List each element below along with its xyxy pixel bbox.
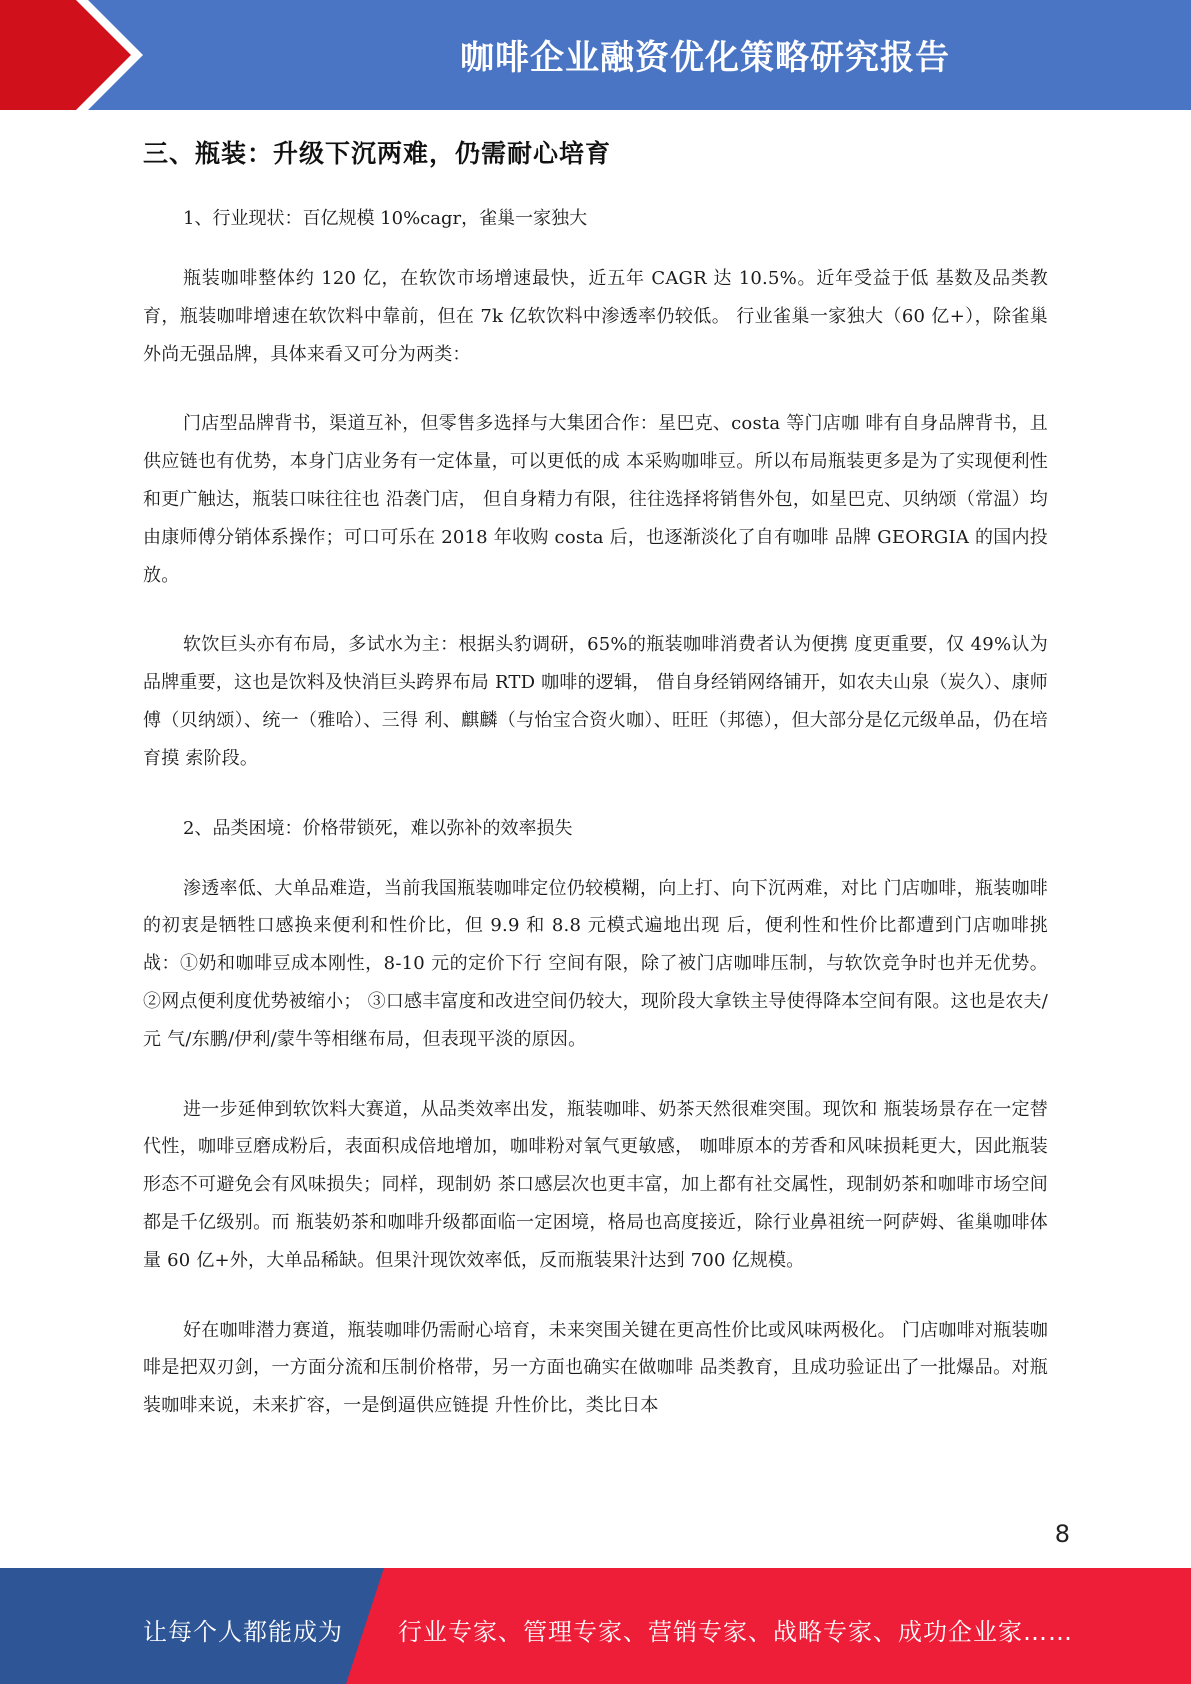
footer-slogan-right: 行业专家、管理专家、营销专家、战略专家、成功企业家……	[398, 1618, 1073, 1646]
paragraph-4: 渗透率低、大单品难造，当前我国瓶装咖啡定位仍较模糊，向上打、向下沉两难，对比 门店咖啡，瓶装咖啡的初衷是牺牲口感换来便利和性价比，但 9.9 和 8.8 元模式遍地出现 后，便利性和性价比都遭到门店咖啡挑战：①奶和咖啡豆成本刚性，8-10 元的定价下行 空间有限，除了被门店咖啡压制，与软饮竞争时也并无优势。②网点便利度优势被缩小； ③口感丰富度和改进空间仍较大，现阶段大拿铁主导使得降本空间有限。这也是农夫/元 气/东鹏/伊利/蒙牛等相继布局，但表现平淡的原因。	[143, 877, 1048, 1050]
paragraph-6: 好在咖啡潜力赛道，瓶装咖啡仍需耐心培育，未来突围关键在更高性价比或风味两极化。 门店咖啡对瓶装咖啡是把双刃剑，一方面分流和压制价格带，另一方面也确实在做咖啡 品类教育，且成功验证出了一批爆品。对瓶装咖啡来说，未来扩容，一是倒逼供应链提 升性价比，类比日本	[143, 1319, 1048, 1417]
report-title: 咖啡企业融资优化策略研究报告	[460, 38, 950, 78]
paragraph-1: 瓶装咖啡整体约 120 亿，在软饮市场增速最快，近五年 CAGR 达 10.5%。近年受益于低 基数及品类教育，瓶装咖啡增速在软饮料中靠前，但在 7k 亿软饮料中渗透率仍较低。 行业雀巢一家独大（60 亿+），除雀巢外尚无强品牌，具体来看又可分为两类：	[143, 268, 1048, 365]
sub-heading-2: 2、品类困境：价格带锁死，难以弥补的效率损失	[183, 817, 573, 839]
paragraph-5: 进一步延伸到软饮料大赛道，从品类效率出发，瓶装咖啡、奶茶天然很难突围。现饮和 瓶装场景存在一定替代性，咖啡豆磨成粉后，表面积成倍地增加，咖啡粉对氧气更敏感， 咖啡原本的芳香和风味损耗更大，因此瓶装形态不可避免会有风味损失；同样，现制奶 茶口感层次也更丰富，加上都有社交属性，现制奶茶和咖啡市场空间都是千亿级别。而 瓶装奶茶和咖啡升级都面临一定困境，格局也高度接近，除行业鼻祖统一阿萨姆、雀巢咖啡体量 60 亿+外，大单品稀缺。但果汁现饮效率低，反而瓶装果汁达到 700 亿规模。	[143, 1098, 1048, 1271]
footer-slogan-left: 让每个人都能成为	[143, 1618, 343, 1646]
paragraph-2: 门店型品牌背书，渠道互补，但零售多选择与大集团合作：星巴克、costa 等门店咖 啡有自身品牌背书，且供应链也有优势，本身门店业务有一定体量，可以更低的成 本采购咖啡豆。所以布局瓶装更多是为了实现便利性和更广触达，瓶装口味往往也 沿袭门店， 但自身精力有限，往往选择将销售外包，如星巴克、贝纳颂（常温）均 由康师傅分销体系操作；可口可乐在 2018 年收购 costa 后，也逐渐淡化了自有咖啡 品牌 GEORGIA 的国内投放。	[143, 413, 1048, 586]
section-title: 三、瓶装：升级下沉两难，仍需耐心培育	[143, 139, 612, 168]
page-content	[143, 128, 1048, 1457]
header-chevron-graphic	[0, 0, 150, 110]
page-number: 8	[1054, 1520, 1070, 1548]
paragraph-3: 软饮巨头亦有布局，多试水为主：根据头豹调研，65%的瓶装咖啡消费者认为便携 度更重要，仅 49%认为品牌重要，这也是饮料及快消巨头跨界布局 RTD 咖啡的逻辑， 借自身经销网络铺开，如农夫山泉（炭久）、康师傅（贝纳颂）、统一（雅哈）、三得 利、麒麟（与怡宝合资火咖）、旺旺（邦德），但大部分是亿元级单品，仍在培育摸 索阶段。	[143, 634, 1048, 769]
header-bar	[0, 0, 1191, 110]
footer-bar	[0, 1568, 1191, 1684]
sub-heading-1: 1、行业现状：百亿规模 10%cagr，雀巢一家独大	[183, 208, 588, 229]
